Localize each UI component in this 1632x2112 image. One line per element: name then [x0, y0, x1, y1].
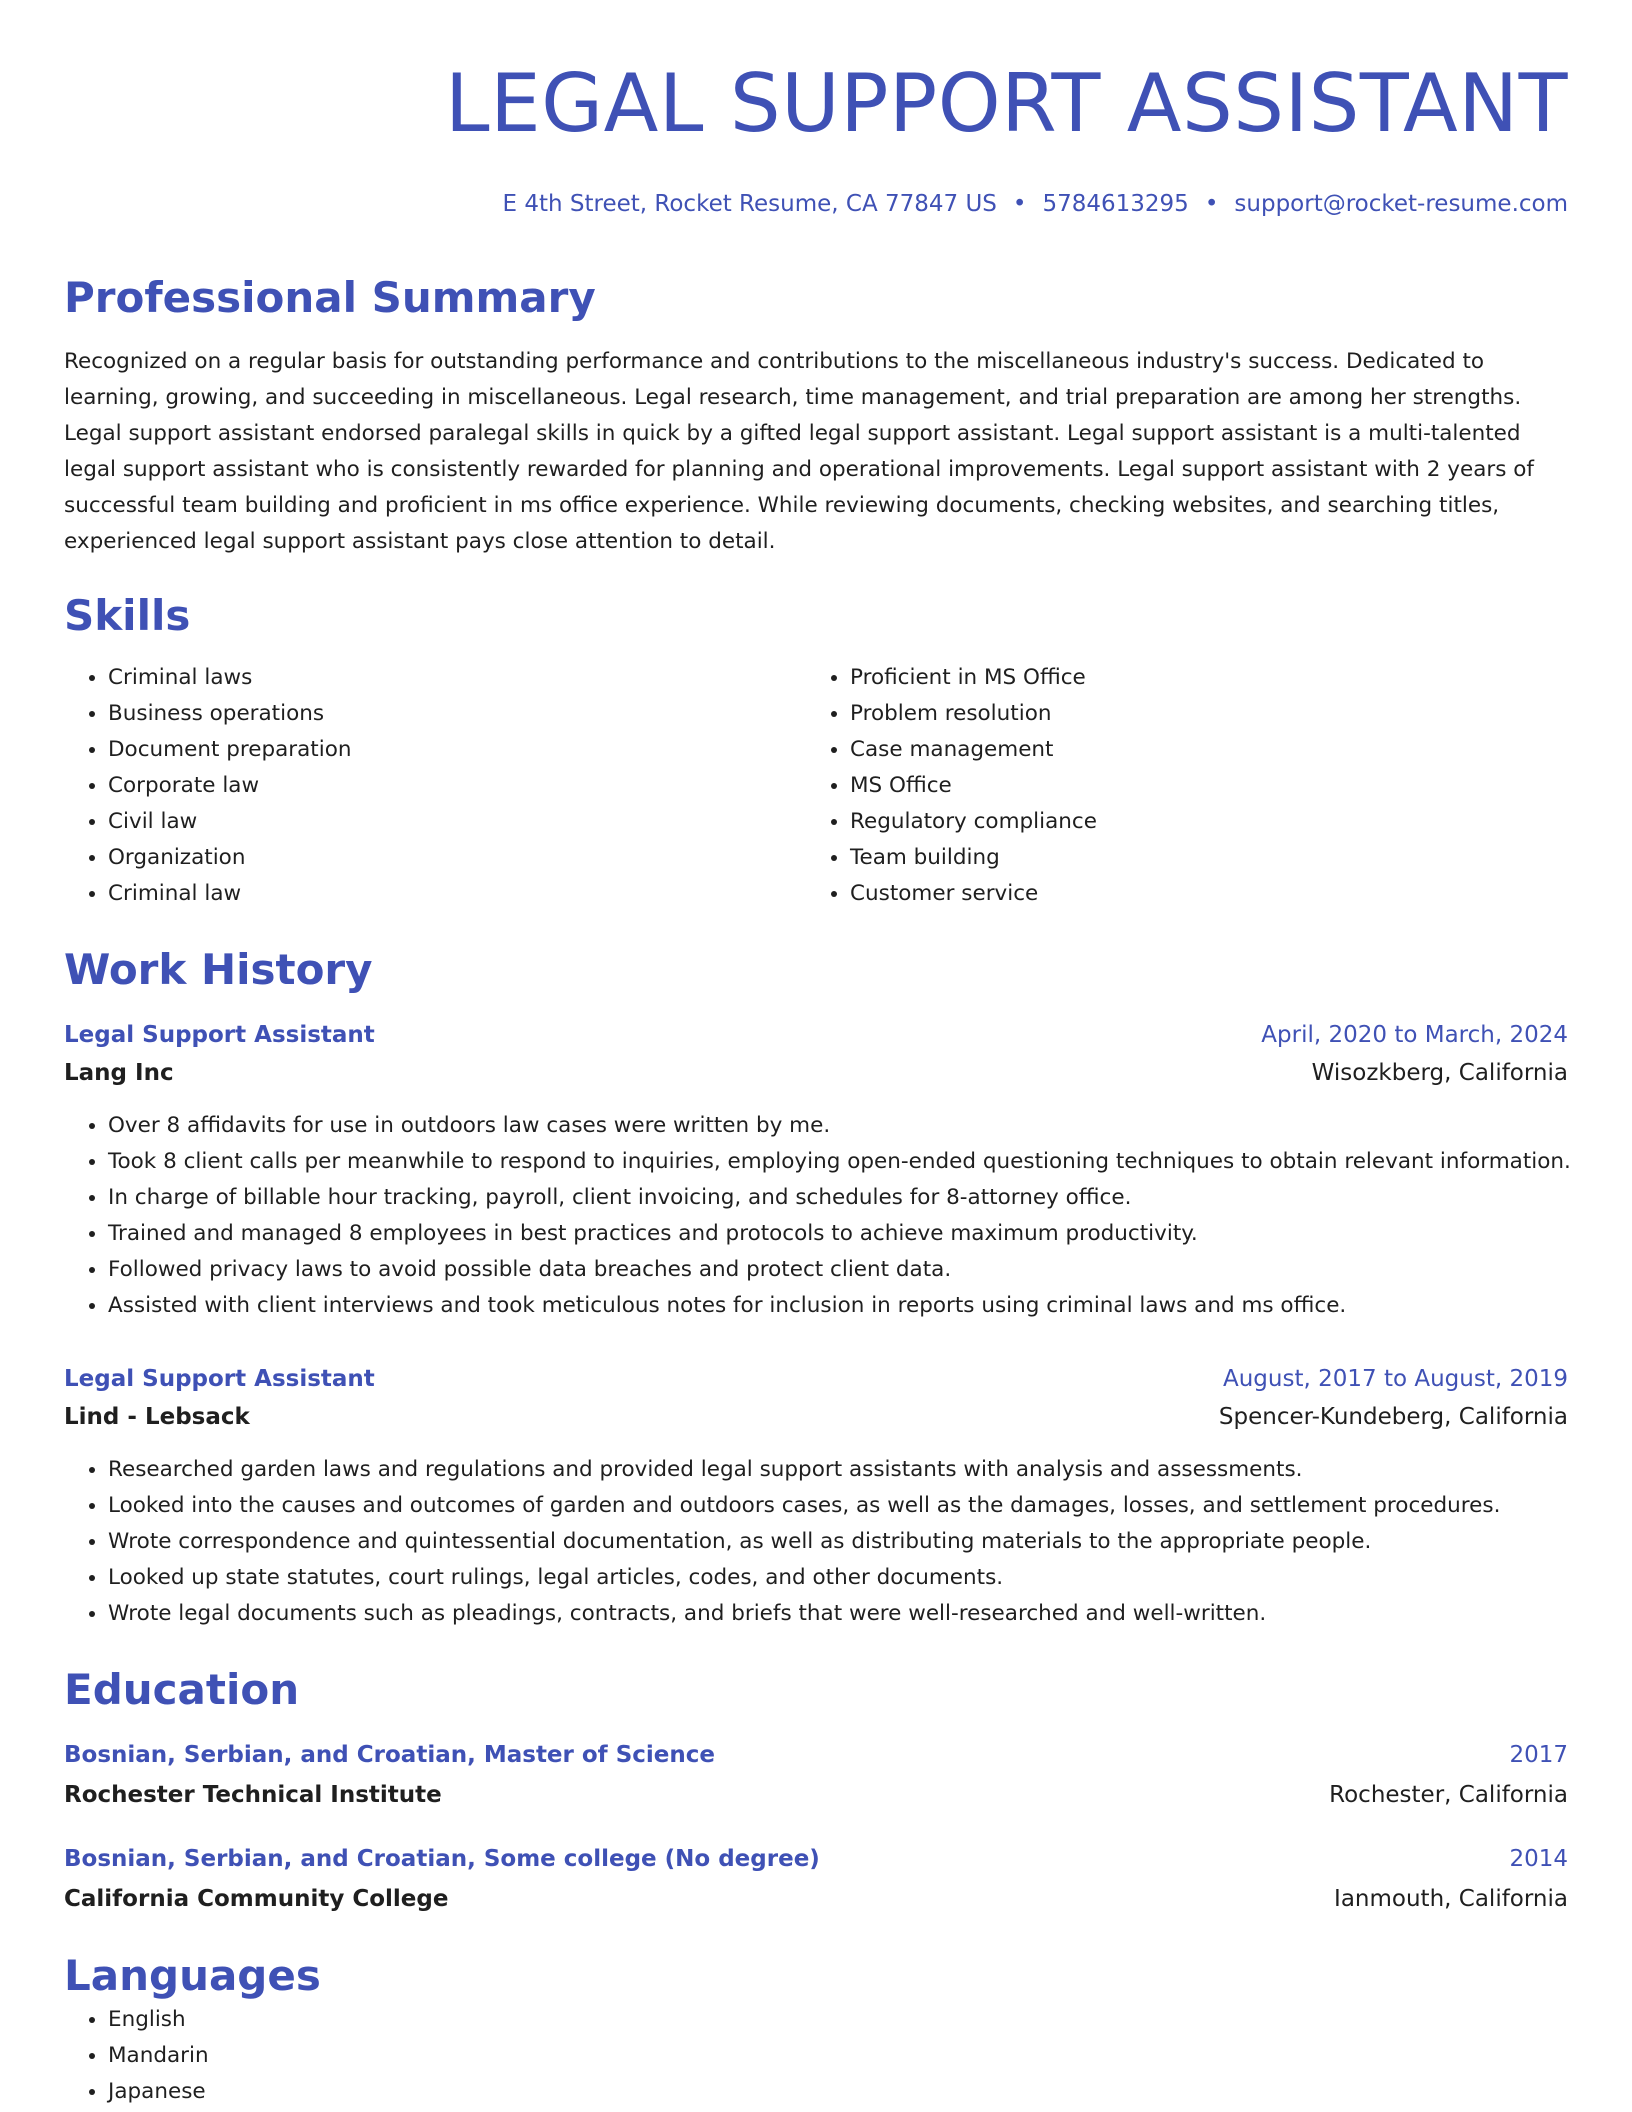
skill-item: • Organization: [108, 840, 806, 876]
job-title: Legal Support Assistant: [64, 1022, 375, 1048]
education-year: 2017: [1509, 1742, 1568, 1768]
job-bullet: • Trained and managed 8 employees in best practices and protocols to achieve maximum productivity.: [108, 1216, 1568, 1252]
education-location: Ianmouth, California: [1334, 1886, 1568, 1912]
section-heading-languages: Languages: [64, 1951, 321, 2000]
job-company-row: [64, 1054, 1568, 1092]
job-bullet: • Followed privacy laws to avoid possible data breaches and protect client data.: [108, 1252, 1568, 1288]
job-location: Wisozkberg, California: [1311, 1060, 1568, 1086]
skill-item: • Team building: [850, 840, 1548, 876]
job-header-row: [64, 1360, 1568, 1398]
skill-item: • Corporate law: [108, 768, 806, 804]
education-school: California Community College: [64, 1886, 449, 1912]
job-entry: [64, 1360, 1568, 1632]
job-bullet: • Wrote correspondence and quintessential documentation, as well as distributing materials to the appropriate people.: [108, 1524, 1568, 1560]
contact-phone[interactable]: 5784613295: [1042, 191, 1189, 217]
job-bullet: • In charge of billable hour tracking, payroll, client invoicing, and schedules for 8-attorney office.: [108, 1180, 1568, 1216]
skill-item: • Civil law: [108, 804, 806, 840]
resume-page: [64, 0, 1571, 2110]
job-company-row: [64, 1398, 1568, 1436]
skills-column-right: [806, 660, 1548, 912]
job-dates: April, 2020 to March, 2024: [1261, 1022, 1568, 1048]
skills-list-right: [806, 660, 1548, 912]
contact-email[interactable]: support@rocket-resume.com: [1234, 191, 1568, 217]
education-school: Rochester Technical Institute: [64, 1782, 442, 1808]
skills-list-left: [64, 660, 806, 912]
contact-line: [64, 188, 1568, 220]
summary-text: Recognized on a regular basis for outstanding performance and contributions to the miscellaneous industry's success. Dedicated to learning, growing, and succeeding in miscellaneous. Legal research, time management, and trial preparation are among her strengths. Legal support assistant endorsed paralegal skills in quick by a gifted legal support assistant. Legal support assistant is a multi-talented legal support assistant who is consistently rewarded for planning and operational improvements. Legal support assistant with 2 years of successful team building and proficient in ms office experience. While reviewing documents, checking websites, and searching titles, experienced legal support assistant pays close attention to detail.: [64, 349, 1534, 554]
resume-name: LEGAL SUPPORT ASSISTANT: [445, 57, 1568, 150]
job-company: Lang Inc: [64, 1060, 174, 1086]
contact-separator: •: [1012, 191, 1027, 217]
job-company: Lind - Lebsack: [64, 1404, 250, 1430]
job-bullet: • Wrote legal documents such as pleadings, contracts, and briefs that were well-researched and well-written.: [108, 1596, 1568, 1632]
skill-item: • Business operations: [108, 696, 806, 732]
education-year: 2014: [1509, 1846, 1568, 1872]
contact-separator: •: [1204, 191, 1219, 217]
section-heading-summary: Professional Summary: [64, 273, 596, 322]
skill-item: • Case management: [850, 732, 1548, 768]
education-header-row: [64, 1840, 1568, 1878]
contact-address: E 4th Street, Rocket Resume, CA 77847 US: [502, 191, 997, 217]
job-bullets: [64, 1108, 1571, 1324]
job-bullet: • Assisted with client interviews and took meticulous notes for inclusion in reports using criminal laws and ms office.: [108, 1288, 1568, 1324]
section-heading-work-history: Work History: [64, 945, 373, 994]
skill-item: • Proficient in MS Office: [850, 660, 1548, 696]
language-item: • Japanese: [108, 2074, 1568, 2110]
skills-column-left: [64, 660, 806, 912]
language-item: • English: [108, 2002, 1568, 2038]
job-bullet: • Over 8 affidavits for use in outdoors law cases were written by me.: [108, 1108, 1568, 1144]
education-entry: [64, 1840, 1568, 1920]
job-dates: August, 2017 to August, 2019: [1223, 1366, 1568, 1392]
skill-item: • Criminal laws: [108, 660, 806, 696]
job-bullet: • Looked into the causes and outcomes of garden and outdoors cases, as well as the damages, losses, and settlement procedures.: [108, 1488, 1568, 1524]
education-degree: Bosnian, Serbian, and Croatian, Master of Science: [64, 1742, 715, 1768]
education-school-row: [64, 1878, 1568, 1920]
education-header-row: [64, 1736, 1568, 1774]
job-bullet: • Took 8 client calls per meanwhile to respond to inquiries, employing open-ended questioning techniques to obtain relevant information.: [108, 1144, 1568, 1180]
skills-grid: [64, 660, 1568, 912]
section-heading-education: Education: [64, 1665, 300, 1714]
skill-item: • Document preparation: [108, 732, 806, 768]
education-degree: Bosnian, Serbian, and Croatian, Some college (No degree): [64, 1846, 820, 1872]
job-location: Spencer-Kundeberg, California: [1218, 1404, 1568, 1430]
skill-item: • MS Office: [850, 768, 1548, 804]
job-bullet: • Researched garden laws and regulations and provided legal support assistants with analysis and assessments.: [108, 1452, 1568, 1488]
education-location: Rochester, California: [1329, 1782, 1568, 1808]
languages-list: [64, 2002, 1568, 2110]
job-entry: [64, 1016, 1571, 1324]
skill-item: • Criminal law: [108, 876, 806, 912]
job-bullet: • Looked up state statutes, court rulings, legal articles, codes, and other documents.: [108, 1560, 1568, 1596]
education-school-row: [64, 1774, 1568, 1816]
job-title: Legal Support Assistant: [64, 1366, 375, 1392]
section-heading-skills: Skills: [64, 591, 191, 640]
job-header-row: [64, 1016, 1568, 1054]
skill-item: • Customer service: [850, 876, 1548, 912]
education-entry: [64, 1736, 1568, 1816]
job-bullets: [64, 1452, 1568, 1632]
language-item: • Mandarin: [108, 2038, 1568, 2074]
skill-item: • Problem resolution: [850, 696, 1548, 732]
skill-item: • Regulatory compliance: [850, 804, 1548, 840]
